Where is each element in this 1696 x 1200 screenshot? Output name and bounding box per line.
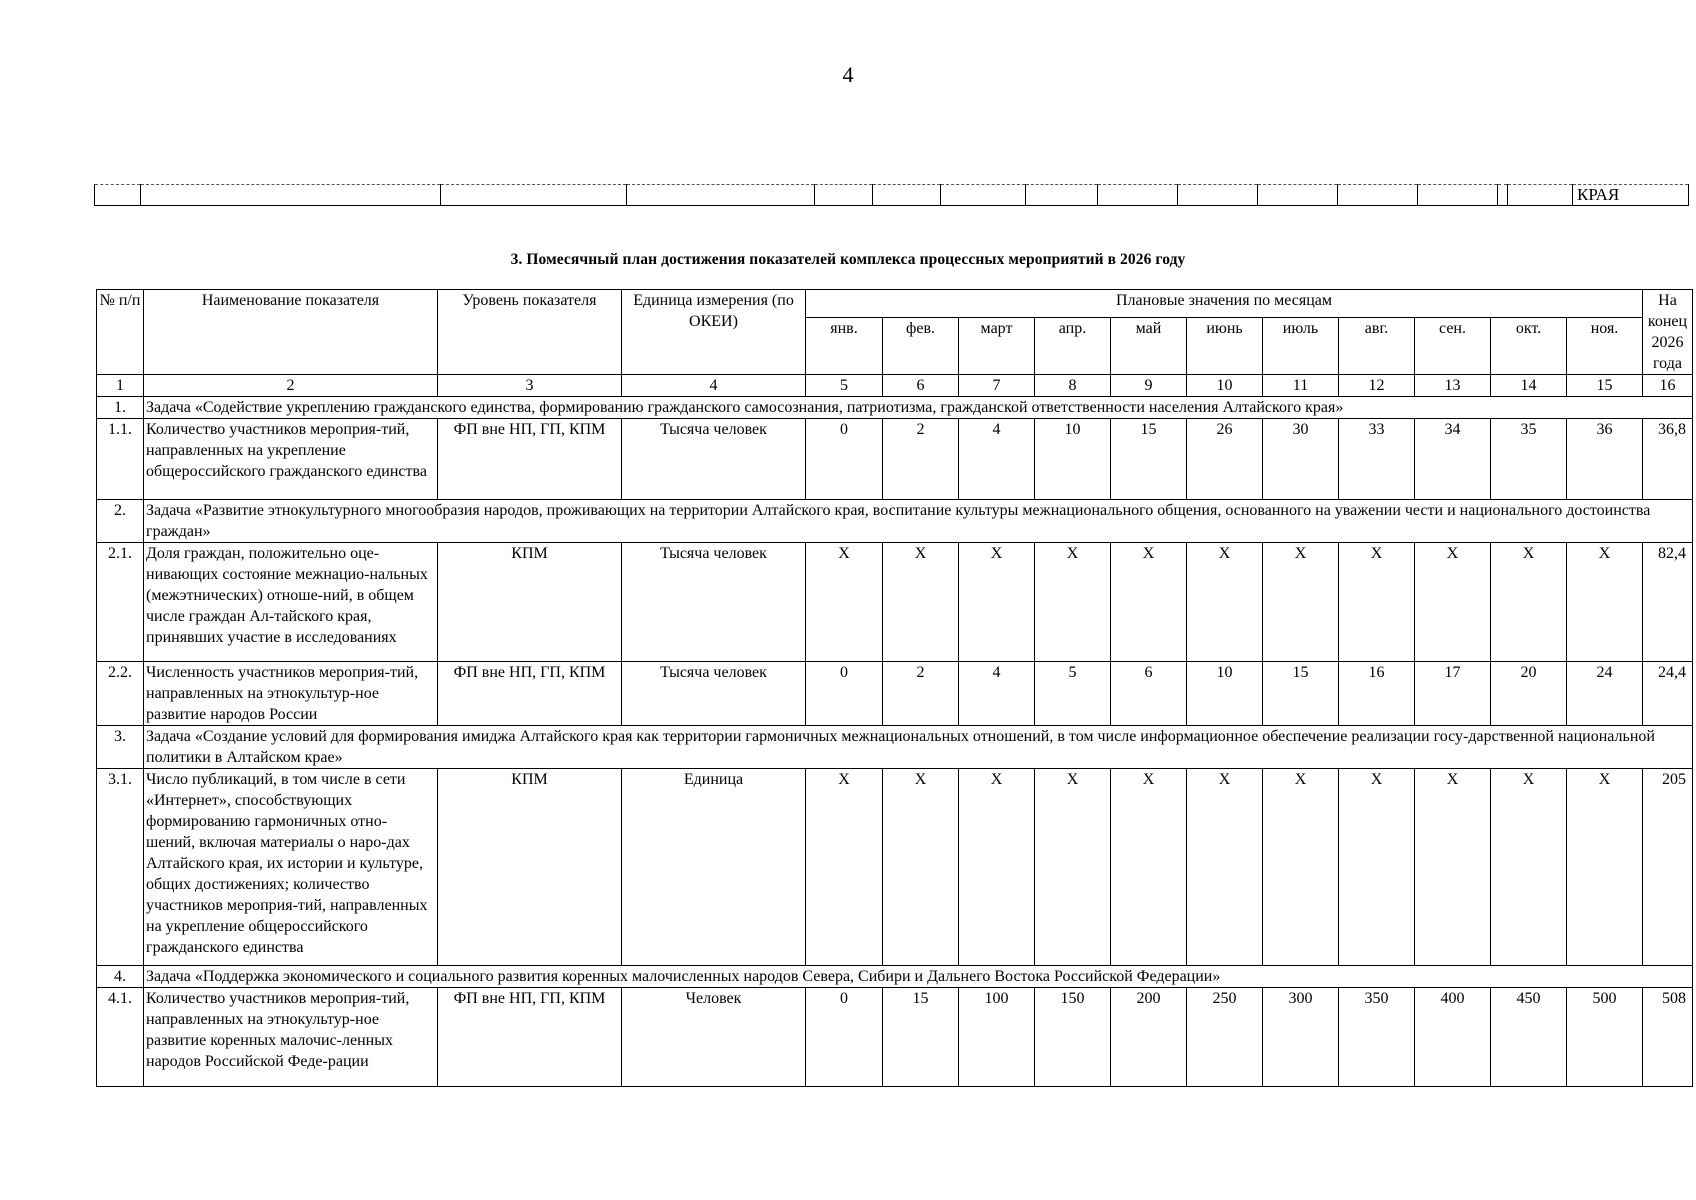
column-number: 8	[1035, 375, 1111, 397]
month-value: 0	[806, 988, 883, 1087]
month-value: X	[1035, 769, 1111, 966]
month-value: X	[1187, 543, 1263, 662]
month-value: 250	[1187, 988, 1263, 1087]
month-value: 16	[1339, 662, 1415, 726]
column-number: 13	[1415, 375, 1491, 397]
end-of-year-value: 508	[1643, 988, 1693, 1087]
month-value: X	[1567, 543, 1643, 662]
indicator-number: 1.1.	[97, 419, 144, 500]
month-value: 0	[806, 662, 883, 726]
month-value: 15	[1263, 662, 1339, 726]
header-planned-values: Плановые значения по месяцам	[806, 290, 1643, 318]
end-of-year-value: 36,8	[1643, 419, 1693, 500]
header-month: июль	[1263, 318, 1339, 375]
indicator-number: 4.1.	[97, 988, 144, 1087]
month-value: 15	[1111, 419, 1187, 500]
header-num: № п/п	[97, 290, 144, 375]
month-value: X	[1491, 543, 1567, 662]
month-value: 300	[1263, 988, 1339, 1087]
column-number-row	[97, 375, 1693, 397]
task-title: Задача «Содействие укреплению гражданского единства, формированию гражданского самосознания, патриотизма, гражданской ответственности населения Алтайского края»	[144, 397, 1693, 419]
month-value: 200	[1111, 988, 1187, 1087]
month-value: X	[806, 543, 883, 662]
task-row	[97, 397, 1693, 419]
column-number: 5	[806, 375, 883, 397]
header-month: июнь	[1187, 318, 1263, 375]
indicator-level: КПМ	[438, 769, 622, 966]
indicator-level: ФП вне НП, ГП, КПМ	[438, 662, 622, 726]
monthly-plan-table	[96, 289, 1693, 1087]
table-header	[97, 290, 1693, 397]
indicator-name: Количество участников мероприя-тий, направленных на этнокультур-ное развитие коренных малочис-ленных народов Российской Феде-рации	[144, 988, 438, 1087]
end-of-year-value: 24,4	[1643, 662, 1693, 726]
indicator-unit: Тысяча человек	[622, 419, 806, 500]
indicator-number: 3.1.	[97, 769, 144, 966]
month-value: 350	[1339, 988, 1415, 1087]
header-month: фев.	[883, 318, 959, 375]
month-value: X	[1567, 769, 1643, 966]
indicator-number: 2.2.	[97, 662, 144, 726]
column-number: 14	[1491, 375, 1567, 397]
indicator-level: ФП вне НП, ГП, КПМ	[438, 988, 622, 1087]
indicator-row	[97, 769, 1693, 966]
month-value: X	[1263, 769, 1339, 966]
header-name: Наименование показателя	[144, 290, 438, 375]
header-unit: Единица измерения (по ОКЕИ)	[622, 290, 806, 375]
month-value: X	[1111, 543, 1187, 662]
task-title: Задача «Поддержка экономического и социального развития коренных малочисленных народов Севера, Сибири и Дальнего Востока Российской Федерации»	[144, 966, 1693, 988]
header-month: март	[959, 318, 1035, 375]
month-value: 30	[1263, 419, 1339, 500]
section-title: 3. Помесячный план достижения показателей комплекса процессных мероприятий в 2026 году	[510, 251, 1186, 268]
indicator-name: Численность участников мероприя-тий, направленных на этнокультур-ное развитие народов России	[144, 662, 438, 726]
month-value: X	[1111, 769, 1187, 966]
month-value: 36	[1567, 419, 1643, 500]
month-value: X	[1035, 543, 1111, 662]
indicator-row	[97, 988, 1693, 1087]
header-row	[97, 290, 1693, 318]
header-month: окт.	[1491, 318, 1567, 375]
column-number: 16	[1643, 375, 1693, 397]
month-value: 4	[959, 419, 1035, 500]
indicator-unit: Тысяча человек	[622, 662, 806, 726]
table-body	[97, 397, 1693, 1087]
header-month: сен.	[1415, 318, 1491, 375]
month-value: X	[883, 543, 959, 662]
header-month: ноя.	[1567, 318, 1643, 375]
month-value: X	[883, 769, 959, 966]
indicator-row	[97, 662, 1693, 726]
task-number: 1.	[97, 397, 144, 419]
month-value: X	[1339, 543, 1415, 662]
end-of-year-value: 82,4	[1643, 543, 1693, 662]
fragment-cell-text: КРАЯ	[1573, 185, 1689, 206]
month-value: X	[806, 769, 883, 966]
month-value: 2	[883, 419, 959, 500]
month-value: 100	[959, 988, 1035, 1087]
indicator-unit: Человек	[622, 988, 806, 1087]
month-value: 17	[1415, 662, 1491, 726]
indicator-name: Количество участников мероприя-тий, направленных на укрепление общероссийского гражданского единства	[144, 419, 438, 500]
header-level: Уровень показателя	[438, 290, 622, 375]
month-value: 4	[959, 662, 1035, 726]
month-value: 10	[1187, 662, 1263, 726]
previous-table-fragment	[94, 184, 1689, 206]
header-end-of-year: На конец 2026 года	[1643, 290, 1693, 375]
month-value: 35	[1491, 419, 1567, 500]
month-value: 5	[1035, 662, 1111, 726]
month-value: X	[1415, 543, 1491, 662]
month-value: 34	[1415, 419, 1491, 500]
end-of-year-value: 205	[1643, 769, 1693, 966]
column-number: 6	[883, 375, 959, 397]
month-value: 6	[1111, 662, 1187, 726]
month-value: 10	[1035, 419, 1111, 500]
column-number: 12	[1339, 375, 1415, 397]
indicator-row	[97, 543, 1693, 662]
task-row	[97, 966, 1693, 988]
month-value: X	[959, 769, 1035, 966]
column-number: 4	[622, 375, 806, 397]
month-value: X	[1263, 543, 1339, 662]
month-value: 20	[1491, 662, 1567, 726]
month-value: 15	[883, 988, 959, 1087]
task-number: 3.	[97, 726, 144, 769]
task-row	[97, 726, 1693, 769]
month-value: 450	[1491, 988, 1567, 1087]
month-value: 400	[1415, 988, 1491, 1087]
header-month: авг.	[1339, 318, 1415, 375]
indicator-number: 2.1.	[97, 543, 144, 662]
column-number: 1	[97, 375, 144, 397]
page-number: 4	[842, 62, 854, 87]
task-title: Задача «Создание условий для формирования имиджа Алтайского края как территории гармоничных межнациональных отношений, в том числе информационное обеспечение реализации госу-дарственной национальной политики в Алтайском крае»	[144, 726, 1693, 769]
month-value: 33	[1339, 419, 1415, 500]
month-value: X	[959, 543, 1035, 662]
month-value: X	[1339, 769, 1415, 966]
column-number: 3	[438, 375, 622, 397]
task-row	[97, 500, 1693, 543]
indicator-level: ФП вне НП, ГП, КПМ	[438, 419, 622, 500]
column-number: 2	[144, 375, 438, 397]
column-number: 7	[959, 375, 1035, 397]
header-month: апр.	[1035, 318, 1111, 375]
indicator-level: КПМ	[438, 543, 622, 662]
month-value: X	[1187, 769, 1263, 966]
month-value: X	[1491, 769, 1567, 966]
month-value: 24	[1567, 662, 1643, 726]
column-number: 11	[1263, 375, 1339, 397]
month-value: 0	[806, 419, 883, 500]
indicator-name: Доля граждан, положительно оце-нивающих состояние межнацио-нальных (межэтнических) отноше-ний, в общем числе граждан Ал-тайского края, принявших участие в исследованиях	[144, 543, 438, 662]
indicator-row	[97, 419, 1693, 500]
indicator-name: Число публикаций, в том числе в сети «Интернет», способствующих формированию гармоничных отно-шений, включая материалы о наро-дах Алтайского края, их истории и культуре, общих достижениях; количество участников мероприя-тий, направленных на укрепление общероссийского гражданского единства	[144, 769, 438, 966]
task-title: Задача «Развитие этнокультурного многообразия народов, проживающих на территории Алтайского края, воспитание культуры межнационального общения, основанного на уважении чести и национального достоинства граждан»	[144, 500, 1693, 543]
indicator-unit: Единица	[622, 769, 806, 966]
month-value: 2	[883, 662, 959, 726]
column-number: 15	[1567, 375, 1643, 397]
task-number: 2.	[97, 500, 144, 543]
column-number: 9	[1111, 375, 1187, 397]
month-value: 500	[1567, 988, 1643, 1087]
indicator-unit: Тысяча человек	[622, 543, 806, 662]
column-number: 10	[1187, 375, 1263, 397]
month-value: 26	[1187, 419, 1263, 500]
header-month: янв.	[806, 318, 883, 375]
task-number: 4.	[97, 966, 144, 988]
month-value: 150	[1035, 988, 1111, 1087]
header-month: май	[1111, 318, 1187, 375]
month-value: X	[1415, 769, 1491, 966]
